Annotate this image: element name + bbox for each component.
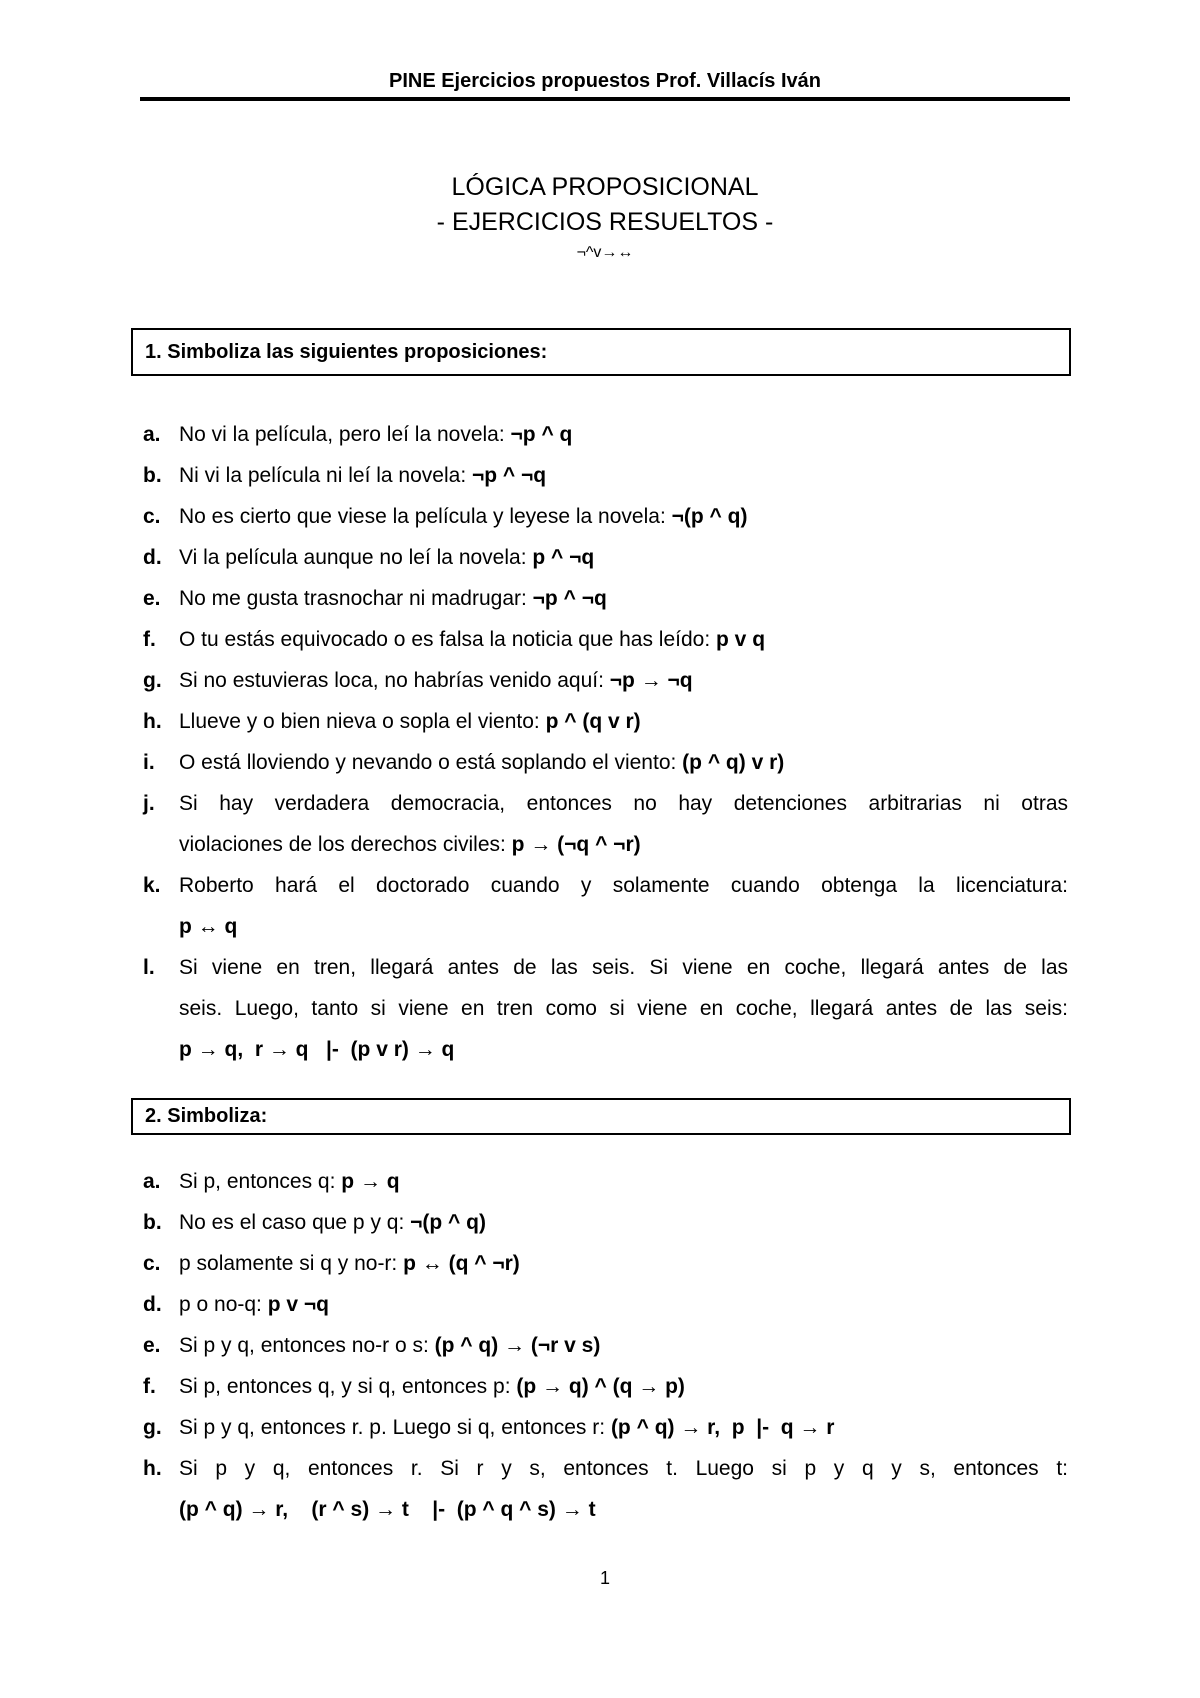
item-letter: b. bbox=[143, 1211, 162, 1234]
item-letter: c. bbox=[143, 505, 161, 528]
item-text: p o no-q: bbox=[179, 1293, 268, 1316]
list-item bbox=[143, 1202, 1068, 1243]
item-line bbox=[179, 1325, 1068, 1366]
item-line bbox=[179, 988, 1068, 1029]
list-item bbox=[143, 619, 1068, 660]
item-body bbox=[179, 578, 1068, 619]
item-letter: e. bbox=[143, 587, 161, 610]
item-text: violaciones de los derechos civiles: bbox=[179, 833, 512, 856]
item-line bbox=[179, 865, 1068, 906]
item-body bbox=[179, 455, 1068, 496]
item-formula: p → q, r → q |- (p v r) → q bbox=[179, 1038, 455, 1061]
item-letter: g. bbox=[143, 1416, 162, 1439]
item-text: Si p, entonces q, y si q, entonces p: bbox=[179, 1375, 517, 1398]
title-line-2: - EJERCICIOS RESUELTOS - bbox=[436, 208, 774, 236]
item-letter: e. bbox=[143, 1334, 161, 1357]
item-formula: p v q bbox=[716, 628, 766, 651]
item-letter: h. bbox=[143, 710, 162, 733]
item-letter: b. bbox=[143, 464, 162, 487]
item-letter: l. bbox=[143, 956, 155, 979]
item-line bbox=[179, 1161, 1068, 1202]
item-line bbox=[179, 1366, 1068, 1407]
page-header: PINE Ejercicios propuestos Prof. Villacís Iván bbox=[388, 70, 821, 92]
item-letter: d. bbox=[143, 546, 162, 569]
item-text: Si p y q, entonces r. p. Luego si q, entonces r: bbox=[179, 1416, 611, 1439]
item-formula: p → q bbox=[341, 1170, 400, 1193]
item-line bbox=[179, 537, 1068, 578]
item-letter: f. bbox=[143, 1375, 156, 1398]
item-body bbox=[179, 1407, 1068, 1448]
item-text: No me gusta trasnochar ni madrugar: bbox=[179, 587, 533, 610]
item-text: Roberto hará el doctorado cuando y solamente cuando obtenga la licenciatura: bbox=[179, 874, 1068, 897]
item-line bbox=[179, 906, 1068, 947]
list-item bbox=[143, 455, 1068, 496]
list-item bbox=[143, 1448, 1068, 1530]
item-letter: k. bbox=[143, 874, 161, 897]
section-2-heading: 2. Simboliza: bbox=[131, 1098, 1071, 1135]
list-item bbox=[143, 578, 1068, 619]
title-line-1: LÓGICA PROPOSICIONAL bbox=[451, 173, 759, 201]
list-item bbox=[143, 414, 1068, 455]
item-body bbox=[179, 742, 1068, 783]
item-text: No es cierto que viese la película y leyese la novela: bbox=[179, 505, 672, 528]
item-letter: a. bbox=[143, 1170, 161, 1193]
item-body bbox=[179, 1448, 1068, 1530]
item-body bbox=[179, 414, 1068, 455]
list-item bbox=[143, 701, 1068, 742]
item-line bbox=[179, 1284, 1068, 1325]
section-1-list bbox=[143, 414, 1068, 1070]
item-text: Si no estuvieras loca, no habrías venido aquí: bbox=[179, 669, 610, 692]
item-body bbox=[179, 1325, 1068, 1366]
item-letter: j. bbox=[143, 792, 155, 815]
item-line bbox=[179, 496, 1068, 537]
item-letter: c. bbox=[143, 1252, 161, 1275]
item-formula: ¬p ^ q bbox=[510, 423, 573, 446]
item-text: Ni vi la película ni leí la novela: bbox=[179, 464, 472, 487]
item-formula: (p ^ q) → (¬r v s) bbox=[434, 1334, 601, 1357]
list-item bbox=[143, 496, 1068, 537]
item-body bbox=[179, 619, 1068, 660]
list-item bbox=[143, 947, 1068, 1070]
item-formula: p v ¬q bbox=[267, 1293, 330, 1316]
section-1-heading: 1. Simboliza las siguientes proposiciones: bbox=[131, 328, 1071, 376]
item-body bbox=[179, 947, 1068, 1070]
item-letter: i. bbox=[143, 751, 155, 774]
item-line bbox=[179, 619, 1068, 660]
item-body bbox=[179, 496, 1068, 537]
item-text: seis. Luego, tanto si viene en tren como si viene en coche, llegará antes de las seis: bbox=[179, 997, 1068, 1020]
item-formula: ¬(p ^ q) bbox=[671, 505, 748, 528]
item-line bbox=[179, 1029, 1068, 1070]
item-text: Vi la película aunque no leí la novela: bbox=[179, 546, 533, 569]
item-letter: a. bbox=[143, 423, 161, 446]
list-item bbox=[143, 1243, 1068, 1284]
item-body bbox=[179, 1161, 1068, 1202]
list-item bbox=[143, 1325, 1068, 1366]
item-formula: p ↔ (q ^ ¬r) bbox=[403, 1252, 520, 1275]
item-formula: (p ^ q) v r) bbox=[682, 751, 785, 774]
item-body bbox=[179, 1243, 1068, 1284]
item-line bbox=[179, 1448, 1068, 1489]
item-body bbox=[179, 1366, 1068, 1407]
item-letter: g. bbox=[143, 669, 162, 692]
item-text: Si p y q, entonces r. Si r y s, entonces t. Luego si p y q y s, entonces t: bbox=[179, 1457, 1068, 1480]
list-item bbox=[143, 742, 1068, 783]
item-formula: p → (¬q ^ ¬r) bbox=[511, 833, 641, 856]
item-line bbox=[179, 1202, 1068, 1243]
item-formula: p ^ ¬q bbox=[532, 546, 595, 569]
item-letter: f. bbox=[143, 628, 156, 651]
item-formula: ¬p → ¬q bbox=[609, 669, 693, 692]
item-text: No vi la película, pero leí la novela: bbox=[179, 423, 511, 446]
item-body bbox=[179, 865, 1068, 947]
item-line bbox=[179, 701, 1068, 742]
item-line bbox=[179, 414, 1068, 455]
item-formula: (p ^ q) → r, p |- q → r bbox=[610, 1416, 835, 1439]
item-line bbox=[179, 660, 1068, 701]
item-body bbox=[179, 701, 1068, 742]
item-text: Si p, entonces q: bbox=[179, 1170, 342, 1193]
item-body bbox=[179, 1202, 1068, 1243]
item-line bbox=[179, 947, 1068, 988]
item-text: Si hay verdadera democracia, entonces no hay detenciones arbitrarias ni otras bbox=[179, 792, 1068, 815]
list-item bbox=[143, 1161, 1068, 1202]
item-formula: p ↔ q bbox=[179, 915, 238, 938]
item-text: p solamente si q y no-r: bbox=[179, 1252, 404, 1275]
item-line bbox=[179, 742, 1068, 783]
item-text: Si viene en tren, llegará antes de las seis. Si viene en coche, llegará antes de las bbox=[179, 956, 1068, 979]
item-formula: p ^ (q v r) bbox=[545, 710, 641, 733]
item-formula: (p → q) ^ (q → p) bbox=[516, 1375, 685, 1398]
logic-symbols: ¬^v→↔ bbox=[576, 244, 634, 261]
item-body bbox=[179, 537, 1068, 578]
list-item bbox=[143, 537, 1068, 578]
item-line bbox=[179, 1407, 1068, 1448]
section-2-list bbox=[143, 1161, 1068, 1530]
list-item bbox=[143, 1407, 1068, 1448]
item-line bbox=[179, 824, 1068, 865]
item-letter: h. bbox=[143, 1457, 162, 1480]
item-text: O está lloviendo y nevando o está soplando el viento: bbox=[179, 751, 683, 774]
item-body bbox=[179, 1284, 1068, 1325]
item-body bbox=[179, 660, 1068, 701]
item-line bbox=[179, 783, 1068, 824]
item-line bbox=[179, 578, 1068, 619]
item-text: Llueve y o bien nieva o sopla el viento: bbox=[179, 710, 546, 733]
page-number: 1 bbox=[599, 1568, 610, 1588]
item-formula: ¬p ^ ¬q bbox=[472, 464, 547, 487]
item-formula: ¬(p ^ q) bbox=[410, 1211, 486, 1234]
item-text: No es el caso que p y q: bbox=[179, 1211, 411, 1234]
list-item bbox=[143, 660, 1068, 701]
item-line bbox=[179, 455, 1068, 496]
item-text: Si p y q, entonces no-r o s: bbox=[179, 1334, 435, 1357]
list-item bbox=[143, 1284, 1068, 1325]
item-formula: (p ^ q) → r, (r ^ s) → t |- (p ^ q ^ s) → t bbox=[179, 1498, 596, 1521]
item-letter: d. bbox=[143, 1293, 162, 1316]
item-line bbox=[179, 1489, 1068, 1530]
list-item bbox=[143, 1366, 1068, 1407]
item-line bbox=[179, 1243, 1068, 1284]
header-rule bbox=[140, 97, 1070, 101]
list-item bbox=[143, 865, 1068, 947]
list-item bbox=[143, 783, 1068, 865]
item-text: O tu estás equivocado o es falsa la noticia que has leído: bbox=[179, 628, 717, 651]
title-block bbox=[140, 170, 1070, 264]
item-formula: ¬p ^ ¬q bbox=[532, 587, 607, 610]
item-body bbox=[179, 783, 1068, 865]
